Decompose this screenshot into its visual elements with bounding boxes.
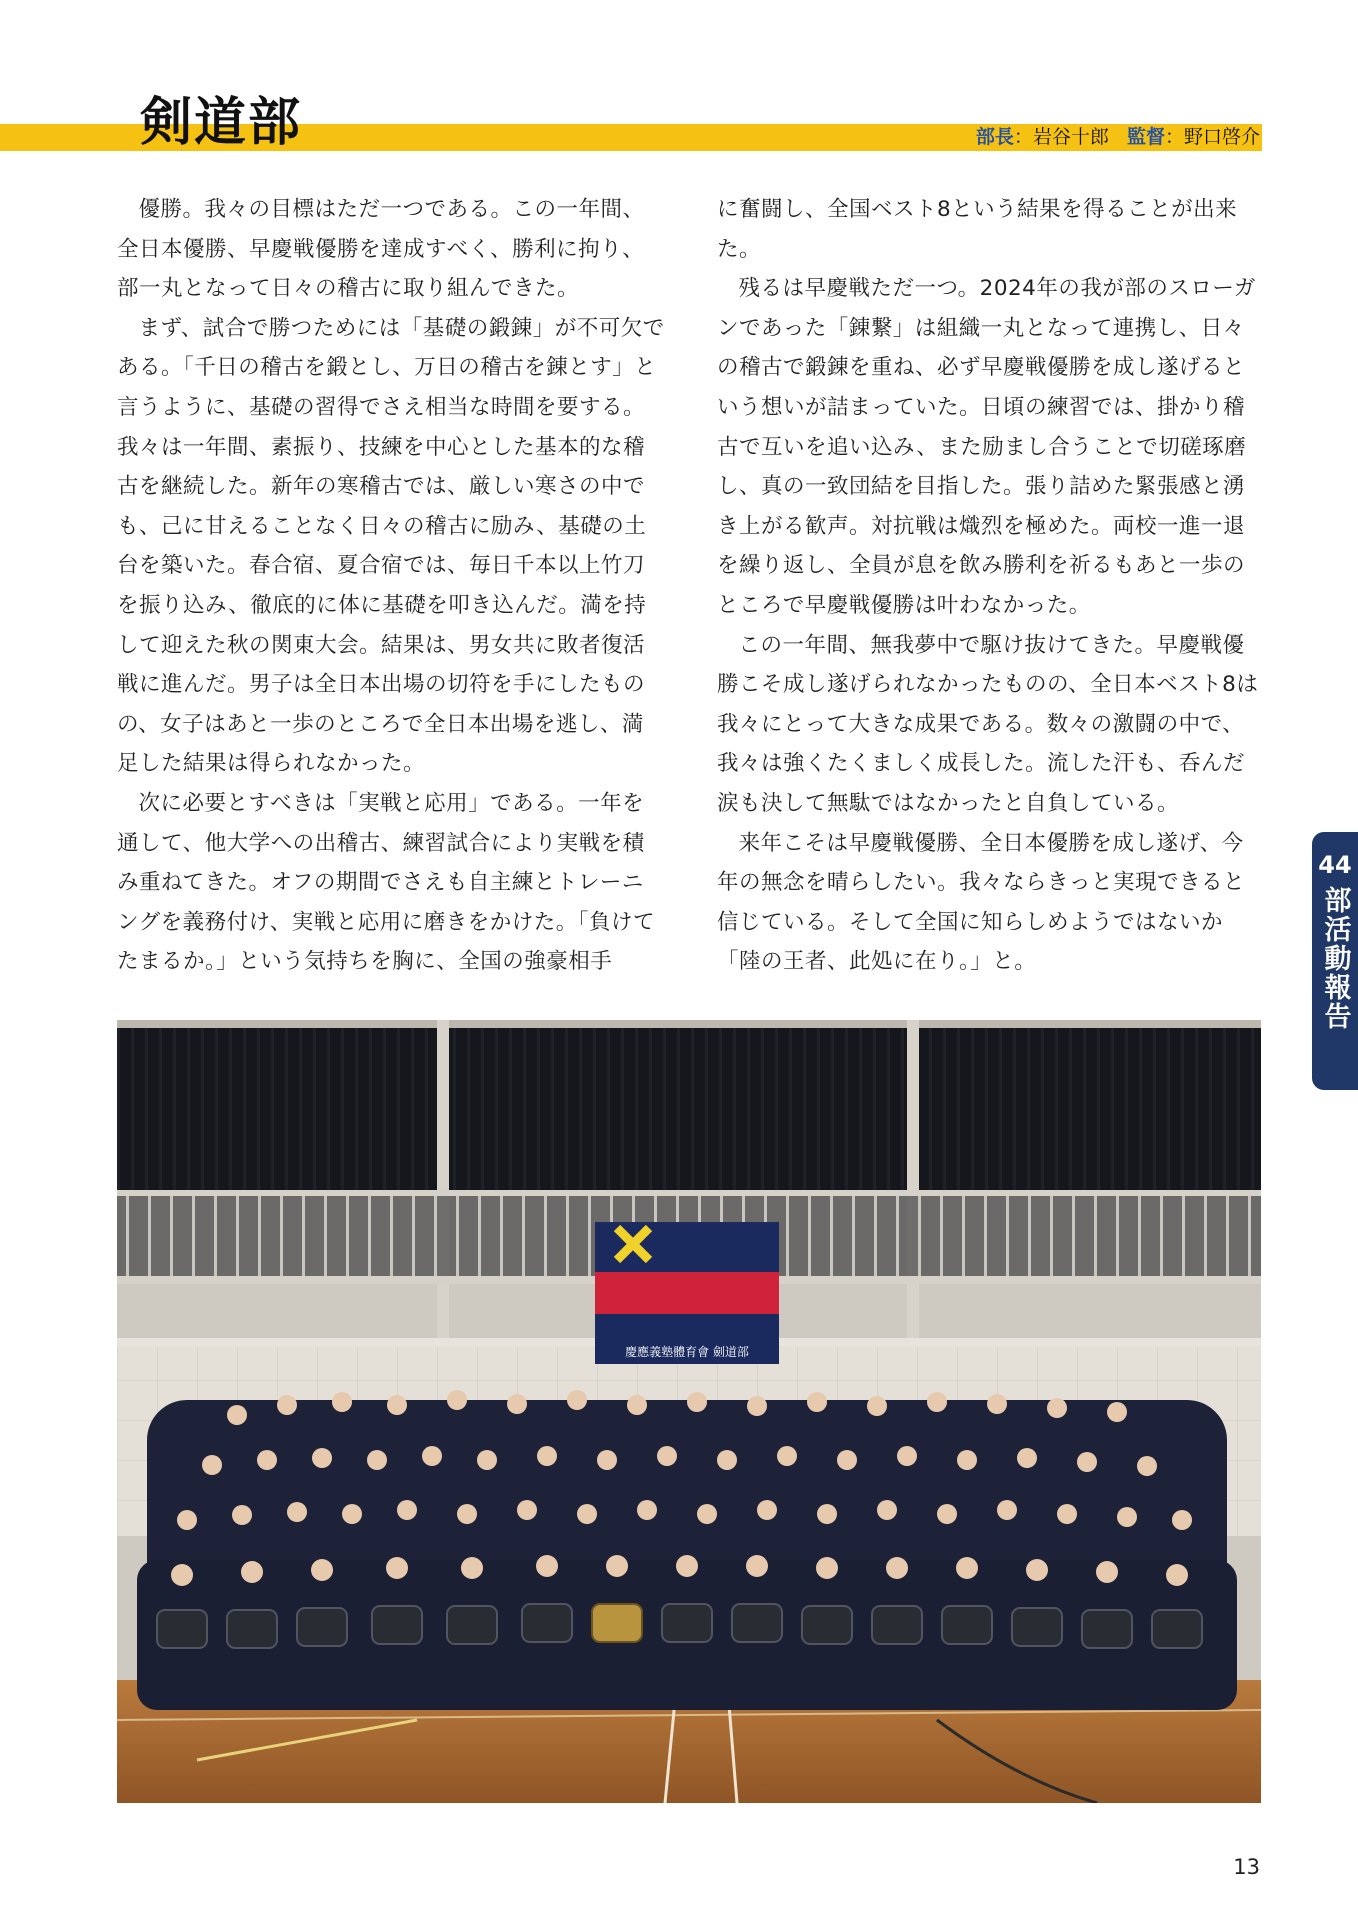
paragraph: 優勝。我々の目標はただ一つである。この一年間、全日本優勝、早慶戦優勝を達成すべく、勝利に拘り、部一丸となって日々の稽古に取り組んできた。 — [117, 197, 645, 302]
paragraph: まず、試合で勝つためには「基礎の鍛錬」が不可欠である。「千日の稽古を鍛とし、万日の稽古を錬とす」と言うように、基礎の習得でさえ相当な時間を要する。我々は一年間、素振り、技練を中心とした基本的な稽古を継続した。新年の寒稽古では、厳しい寒さの中でも、己に甘えることなく日々の稽古に励み、基礎の土台を築いた。春合宿、夏合宿では、毎日千本以上竹刀を振り込み、徹底的に体に基礎を叩き込んだ。満を持して迎えた秋の関東大会。結果は、男女共に敗者復活戦に進んだ。男子は全日本出場の切符を手にしたものの、女子はあと一歩のところで全日本出場を逃し、満足した結果は得られなかった。 — [117, 315, 665, 777]
officer-name-president: 岩谷十郎 — [1032, 126, 1109, 148]
page-title: 剣道部 — [140, 93, 303, 153]
section-label: 部活動報告 — [1319, 886, 1351, 1031]
officer-name-coach: 野口啓介 — [1183, 126, 1260, 148]
text-column-right — [717, 190, 1265, 982]
team-photo-illustration — [117, 1020, 1261, 1803]
officer-role-coach: 監督 — [1126, 126, 1165, 148]
team-photo — [117, 1020, 1261, 1803]
page-number: 13 — [1233, 1855, 1260, 1879]
officer-role-president: 部長 — [975, 126, 1014, 148]
paragraph: この一年間、無我夢中で駆け抜けてきた。早慶戦優勝こそ成し遂げられなかったものの、全日本ベスト8は我々にとって大きな成果である。数々の激闘の中で、我々は強くたくましく成長した。流した汗も、呑んだ涙も決して無駄ではなかったと自負している。 — [717, 632, 1259, 816]
paragraph: 残るは早慶戦ただ一つ。2024年の我が部のスローガンであった「錬繋」は組織一丸となって連携し、日々の稽古で鍛錬を重ね、必ず早慶戦優勝を成し遂げるという想いが詰まっていた。日頃の練習では、掛かり稽古で互いを追い込み、また励まし合うことで切磋琢磨し、真の一致団結を目指した。張り詰めた緊張感と湧き上がる歓声。対抗戦は熾烈を極めた。両校一進一退を繰り返し、全員が息を飲み勝利を祈るもあと一歩のところで早慶戦優勝は叶わなかった。 — [717, 276, 1256, 618]
section-tab — [1312, 832, 1358, 1090]
officers-line — [976, 124, 1260, 151]
officer-separator: ： — [1013, 126, 1033, 148]
officer-separator: ： — [1164, 126, 1184, 148]
text-column-left — [117, 190, 665, 982]
paragraph: 次に必要とすべきは「実戦と応用」である。一年を通して、他大学への出稽古、練習試合により実戦を積み重ねてきた。オフの期間でさえも自主練とトレーニングを義務付け、実戦と応用に磨きをかけた。「負けてたまるか。」という気持ちを胸に、全国の強豪相手 — [117, 790, 655, 975]
paragraph: 来年こそは早慶戦優勝、全日本優勝を成し遂げ、今年の無念を晴らしたい。我々ならきっと実現できると信じている。そして全国に知らしめようではないか「陸の王者、此処に在り。」と。 — [717, 830, 1246, 975]
banner-text: 慶應義塾體育會 劍道部 — [625, 1345, 749, 1359]
paragraph: に奮闘し、全国ベスト8という結果を得ることが出来た。 — [717, 197, 1238, 262]
section-number: 44 — [1318, 851, 1352, 879]
club-banner — [595, 1222, 779, 1364]
